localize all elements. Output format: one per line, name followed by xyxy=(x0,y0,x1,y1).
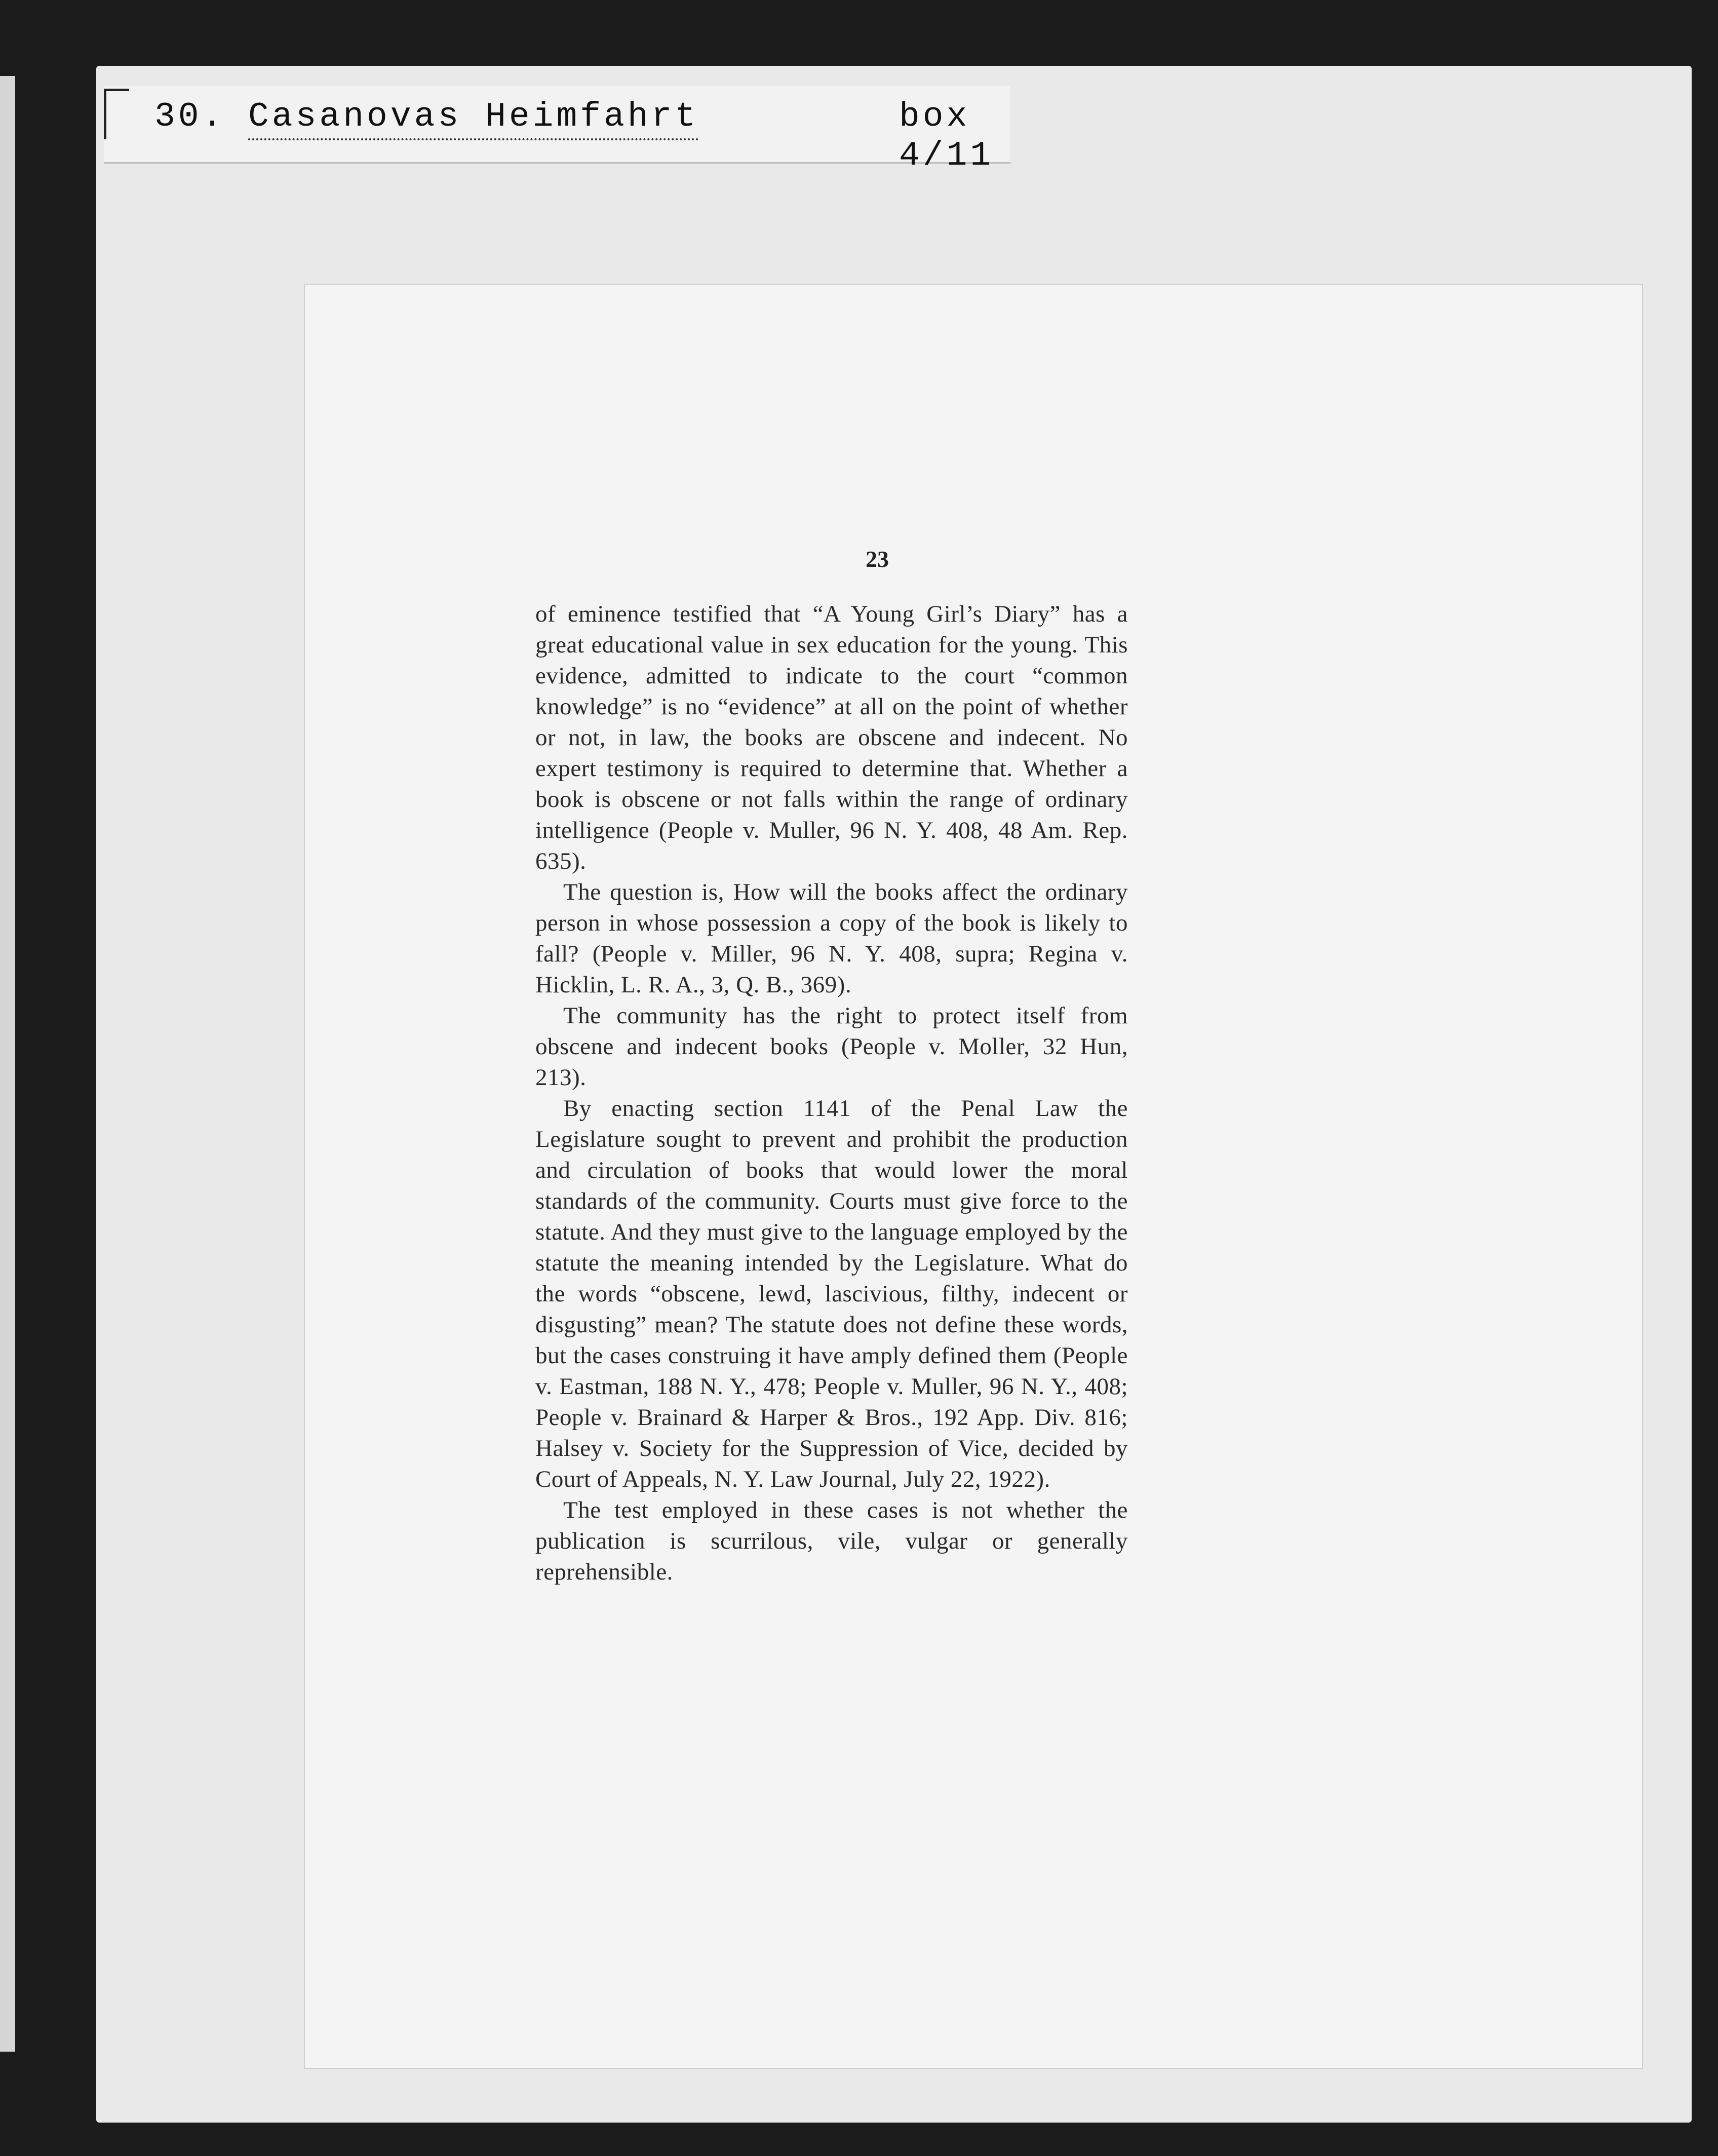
label-number: 30. xyxy=(154,97,226,136)
document-page xyxy=(304,284,1643,2069)
corner-bracket-icon xyxy=(104,89,129,139)
paragraph: The test employed in these cases is not whether the publication is scurrilous, vile, vulgar or generally reprehensible. xyxy=(535,1497,1128,1585)
paragraph: By enacting section 1141 of the Penal Law the Legislature sought to prevent and prohibit the production and circulation of books that would lower the moral standards of the community. Courts must give force to the statute. And they must give to the language employed by the statute the meaning intended by the Legislature. What do the words “obscene, lewd, lascivious, filthy, indecent or disgusting” mean? The statute does not define these words, but the cases construing it have amply defined them (People v. Eastman, 188 N. Y., 478; People v. Muller, 96 N. Y., 408; People v. Brainard & Harper & Bros., 192 App. Div. 816; Halsey v. Society for the Suppression of Vice, decided by Court of Appeals, N. Y. Law Journal, July 22, 1922). xyxy=(535,1095,1128,1492)
paragraph: The community has the right to protect itself from obscene and indecent books (People v. Moller, 32 Hun, 213). xyxy=(535,1003,1128,1091)
page-number: 23 xyxy=(866,546,889,572)
body-text xyxy=(535,599,1128,1588)
film-edge xyxy=(0,76,15,2052)
label-box: box 4/11 xyxy=(899,97,994,175)
archive-label xyxy=(104,86,1010,175)
paragraph: of eminence testified that “A Young Girl’s Diary” has a great educational value in sex education for the young. This evidence, admitted to indicate to the court “common knowledge” is no “evidence” at all on the point of whether or not, in law, the books are obscene and indecent. No expert testimony is required to determine that. Whether a book is obscene or not falls within the range of ordinary intelligence (People v. Muller, 96 N. Y. 408, 48 Am. Rep. 635). xyxy=(535,601,1128,874)
label-title: Casanovas Heimfahrt xyxy=(248,97,698,140)
paragraph: The question is, How will the books affect the ordinary person in whose possession a copy of the book is likely to fall? (People v. Miller, 96 N. Y. 408, supra; Regina v. Hicklin, L. R. A., 3, Q. B., 369). xyxy=(535,879,1128,998)
